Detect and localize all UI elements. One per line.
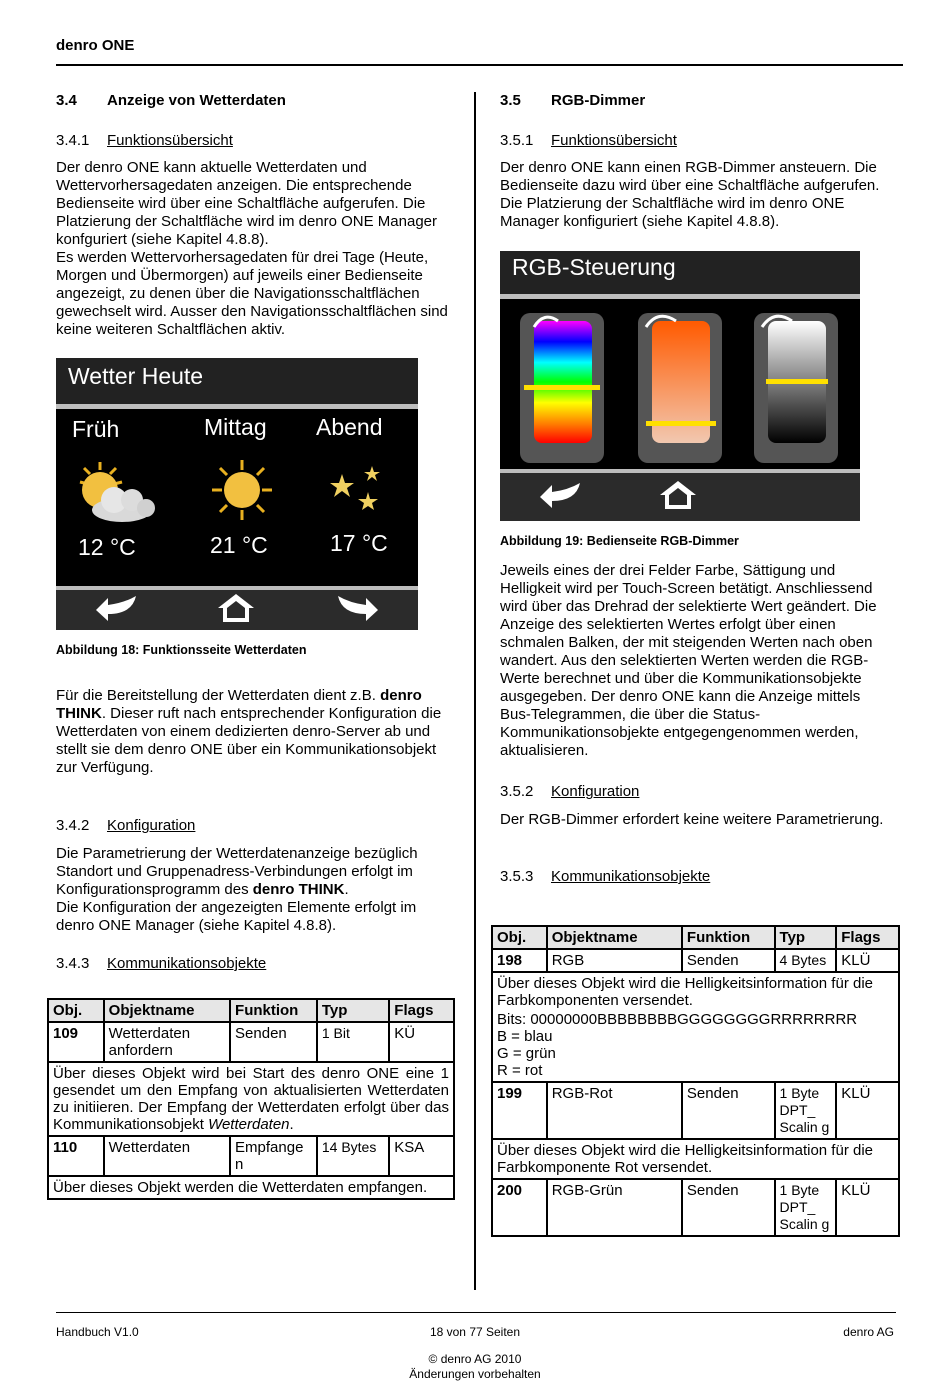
subsection-title: Funktionsübersicht (551, 132, 677, 149)
table-description: Über dieses Objekt werden die Wetterdaten empfangen. (48, 1176, 454, 1199)
table-cell: 198 (492, 949, 547, 972)
table-cell: RGB (547, 949, 682, 972)
back-arrow-icon[interactable] (538, 481, 582, 509)
table-header: Typ (317, 999, 389, 1022)
screen-separator (500, 294, 860, 299)
header-rule (56, 64, 903, 66)
table-header: Objektname (547, 926, 682, 949)
table-row (48, 1176, 454, 1199)
left-column (56, 92, 451, 982)
table-header-row (492, 926, 899, 949)
table-cell: Senden (682, 949, 775, 972)
table-cell: Empfange n (230, 1136, 317, 1176)
table-header: Obj. (492, 926, 547, 949)
table-description (492, 972, 899, 1082)
text-run: . Dieser ruft nach entsprechender Konfiguration die Wetterdaten von einem dedizierten denro-Server ab und stellt sie dem denro ONE über ein Kommunikationsobjekt zur Verfügung. (56, 705, 442, 776)
table-cell: Senden (682, 1082, 775, 1139)
table-header: Funktion (682, 926, 775, 949)
back-arrow-icon[interactable] (94, 594, 138, 622)
page-header-title: denro ONE (56, 37, 135, 54)
table-cell: Wetterdaten (104, 1136, 230, 1176)
column-divider (474, 92, 476, 1290)
text-run: Über dieses Objekt wird bei Start des denro ONE eine 1 gesendet um den Empfang von aktualisierten Wetterdaten zu initiieren. Der Empfang der Wetterdaten erfolgt über das Kommunikationsobjekt (53, 1065, 449, 1133)
right-column (500, 92, 895, 895)
footer-copyright (0, 1352, 950, 1382)
figure-caption: Abbildung 19: Bedienseite RGB-Dimmer (500, 534, 739, 548)
table-header: Funktion (230, 999, 317, 1022)
text-run: Die Parametrierung der Wetterdatenanzeige bezüglich Standort und Gruppenadress-Verbindungen erfolgt im Konfigurationsprogramm des (56, 845, 418, 898)
table-header: Obj. (48, 999, 104, 1022)
footer-rule (56, 1312, 896, 1313)
table-row (492, 949, 899, 972)
table-cell: Senden (230, 1022, 317, 1062)
subsection-title: Konfiguration (551, 783, 640, 800)
table-row (48, 1136, 454, 1176)
table-cell: KLÜ (836, 1179, 899, 1236)
table-header: Typ (775, 926, 837, 949)
table-cell: 1 Byte DPT_ Scalin g (775, 1179, 837, 1236)
table-description: Über dieses Objekt wird die Helligkeitsinformation für die Farbkomponente Rot versendet. (492, 1139, 899, 1179)
rgb-sliders (500, 301, 860, 471)
forward-arrow-icon[interactable] (336, 594, 380, 622)
paragraph: Die Konfiguration der angezeigten Elemente erfolgt im denro ONE Manager (siehe Kapitel 4.8.8). (56, 899, 417, 934)
subsection-number: 3.5.3 (500, 868, 534, 885)
table-cell: 109 (48, 1022, 104, 1062)
table-cell: RGB-Rot (547, 1082, 682, 1139)
footer-company: denro AG (843, 1325, 894, 1339)
section-number: 3.4 (56, 92, 77, 109)
table-row (492, 1082, 899, 1139)
section-heading-3-5 (500, 92, 895, 110)
legend-text: B = blau (497, 1028, 553, 1045)
description-text: Über dieses Objekt wird die Helligkeitsinformation für die Farbkomponenten versendet. (497, 975, 873, 1009)
paragraph (56, 845, 451, 899)
weather-slot-label: Mittag (204, 414, 267, 440)
subsection-number: 3.4.3 (56, 955, 90, 972)
table-cell: 4 Bytes (775, 949, 837, 972)
table-description (48, 1062, 454, 1136)
subsection-title: Kommunikationsobjekte (107, 955, 267, 972)
subsection-heading-3-5-3 (500, 868, 895, 886)
bold-text: denro THINK (252, 881, 345, 898)
sun-cloud-icon (70, 458, 166, 528)
subsection-heading-3-4-3 (56, 955, 451, 973)
stars-icon (328, 464, 388, 516)
sun-icon (210, 458, 274, 522)
text-run: Für die Bereitstellung der Wetterdaten dient z.B. (56, 687, 381, 704)
section-number: 3.5 (500, 92, 521, 109)
paragraph: Es werden Wettervorhersagedaten für drei Tage (Heute, Morgen und Übermorgen) auf jeweils einer Bedienseite angezeigt, zu denen über die Navigationsschaltflächen gewechselt wird. Ausser den Navigationsschaltflächen sind keine weiteren Schaltflächen aktiv. (56, 249, 448, 338)
rgb-screen-title: RGB-Steuerung (500, 251, 860, 294)
table-cell: 199 (492, 1082, 547, 1139)
copyright-text: © denro AG 2010 (428, 1352, 522, 1366)
weather-slot-temp: 21 °C (210, 532, 268, 558)
table-row (492, 1179, 899, 1236)
table-cell: 200 (492, 1179, 547, 1236)
text-run: . (344, 881, 349, 898)
table-cell: RGB-Grün (547, 1179, 682, 1236)
legend-text: R = rot (497, 1062, 543, 1079)
paragraph: Der denro ONE kann einen RGB-Dimmer ansteuern. Die Bedienseite dazu wird über eine Schaltfläche aufgerufen. Die Platzierung der Schaltfläche wird im denro ONE Manager konfiguriert (siehe Kapitel 4.8.8). (500, 159, 880, 230)
subsection-heading-3-4-2 (56, 817, 451, 835)
weather-screen (56, 358, 418, 630)
section-title: RGB-Dimmer (551, 92, 646, 109)
legend-text: G = grün (497, 1045, 556, 1062)
screen-separator (56, 404, 418, 409)
hue-slider[interactable] (520, 313, 604, 463)
home-icon[interactable] (658, 479, 698, 511)
paragraph: Der RGB-Dimmer erfordert keine weitere Parametrierung. (500, 811, 884, 828)
subsection-number: 3.4.1 (56, 132, 90, 149)
section-title: Anzeige von Wetterdaten (107, 92, 286, 109)
paragraph (56, 687, 451, 777)
navbar-separator (56, 586, 418, 590)
subsection-number: 3.5.1 (500, 132, 534, 149)
table-header: Objektname (104, 999, 230, 1022)
weather-slot-label: Abend (316, 414, 383, 440)
bold-text: denro THINK (56, 687, 422, 722)
comm-objects-table-rgb (491, 925, 900, 1237)
table-cell: 14 Bytes (317, 1136, 389, 1176)
bits-text: Bits: 00000000BBBBBBBBGGGGGGGGRRRRRRRR (497, 1011, 858, 1028)
table-row (48, 1022, 454, 1062)
table-row (492, 972, 899, 1082)
weather-slot-temp: 17 °C (330, 530, 388, 556)
subsection-heading-3-5-1 (500, 132, 895, 150)
subsection-title: Kommunikationsobjekte (551, 868, 711, 885)
rgb-navbar (500, 469, 860, 521)
weather-slot-label: Früh (72, 416, 120, 442)
footer-manual-version: Handbuch V1.0 (56, 1325, 139, 1339)
italic-text: Wetterdaten (208, 1116, 290, 1133)
section-heading-3-4 (56, 92, 451, 110)
saturation-slider[interactable] (638, 313, 722, 463)
subsection-heading-3-5-2 (500, 783, 895, 801)
subsection-number: 3.4.2 (56, 817, 90, 834)
brightness-slider[interactable] (754, 313, 838, 463)
rgb-screen (500, 251, 860, 521)
paragraph: Jeweils eines der drei Felder Farbe, Sättigung und Helligkeit wird per Touch-Screen betätigt. Anschliessend wird über das Drehrad der selektierte Wert geändert. Die Anzeige des selektierten Wertes erfolgt über einen schmalen Balken, der mit steigenden Werten nach oben wandert. Aus den selektierten Werten werden die RGB-Werte berechnet und über die Kommunikationsobjekte ausgegeben. Der denro ONE kann die Anzeige mittels Bus-Telegrammen, die über die Status-Kommunikationsobjekte entgegengenommen werden, aktualisieren. (500, 562, 877, 759)
table-cell: Wetterdaten anfordern (104, 1022, 230, 1062)
table-header-row (48, 999, 454, 1022)
weather-slot-temp: 12 °C (78, 534, 136, 560)
table-cell: KLÜ (836, 1082, 899, 1139)
weather-navbar (56, 586, 418, 630)
table-cell: KÜ (389, 1022, 454, 1062)
subsection-title: Funktionsübersicht (107, 132, 233, 149)
table-header: Flags (836, 926, 899, 949)
table-cell: 1 Bit (317, 1022, 389, 1062)
figure-caption: Abbildung 18: Funktionsseite Wetterdaten (56, 643, 307, 657)
table-row (48, 1062, 454, 1136)
subsection-heading-3-4-1 (56, 132, 451, 150)
paragraph: Der denro ONE kann aktuelle Wetterdaten und Wettervorhersagedaten anzeigen. Die entsprechende Bedienseite wird über eine Schaltfläche aufgerufen. Die Platzierung der Schaltfläche wird im denro ONE Manager konfguriert (siehe Kapitel 4.8.8). (56, 159, 438, 248)
navbar-separator (500, 469, 860, 473)
weather-screen-title: Wetter Heute (56, 358, 418, 404)
table-cell: 1 Byte DPT_ Scalin g (775, 1082, 837, 1139)
home-icon[interactable] (216, 592, 256, 624)
text-run: . (289, 1116, 294, 1133)
subsection-number: 3.5.2 (500, 783, 534, 800)
table-cell: Senden (682, 1179, 775, 1236)
footer-page-count: 18 von 77 Seiten (429, 1325, 521, 1339)
notice-text: Änderungen vorbehalten (409, 1367, 541, 1381)
table-header: Flags (389, 999, 454, 1022)
comm-objects-table-weather (47, 998, 455, 1200)
subsection-title: Konfiguration (107, 817, 196, 834)
table-cell: KSA (389, 1136, 454, 1176)
table-row (492, 1139, 899, 1179)
table-cell: 110 (48, 1136, 104, 1176)
table-cell: KLÜ (836, 949, 899, 972)
